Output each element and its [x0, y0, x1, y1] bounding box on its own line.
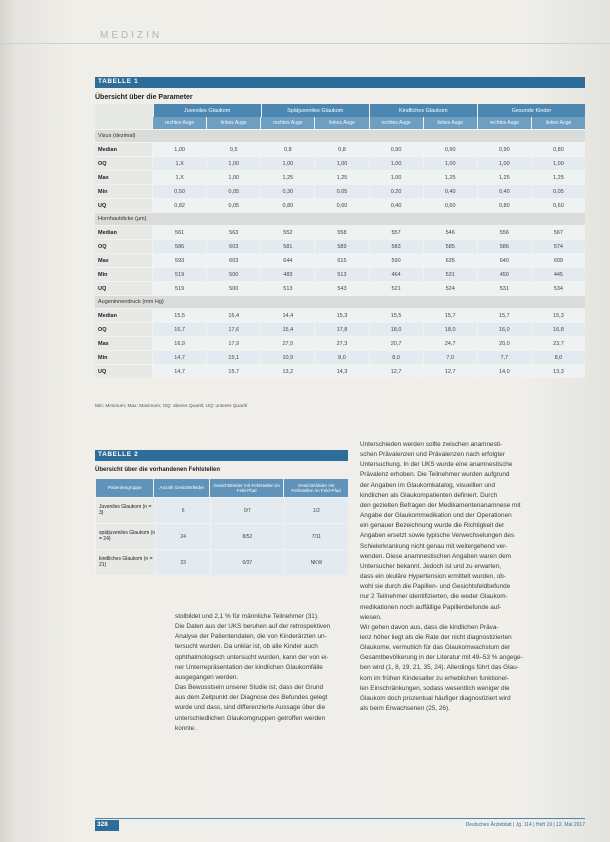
text-line: Untersuchung. In der UKS wurde eine anamnestische: [360, 461, 513, 469]
value-cell: 0,40: [423, 185, 477, 198]
value-cell: 1,X: [152, 157, 206, 170]
group-header: Juveniles Glaukom: [153, 104, 261, 117]
value-cell: 1,25: [260, 171, 314, 184]
table-row: [95, 225, 585, 239]
value-cell: 8,0: [314, 351, 368, 364]
footer-rule: [95, 818, 585, 819]
value-cell: 1,00: [369, 171, 423, 184]
value-cell: 531: [477, 282, 531, 295]
table-section-row: Hornhautdicke (µm): [95, 212, 585, 225]
value-cell: 640: [477, 254, 531, 267]
value-cell: 483: [260, 268, 314, 281]
value-cell: 1,00: [260, 157, 314, 170]
value-cell: 1,00: [531, 157, 585, 170]
row-label: Min: [95, 185, 152, 198]
table1-body: [95, 129, 585, 378]
table-row: [95, 350, 585, 364]
text-line: aus dem Zeitpunkt der Diagnose des Befundes gelegt: [175, 694, 328, 702]
value-cell: 23: [155, 550, 209, 575]
value-cell: 500: [206, 282, 260, 295]
header-rule: [0, 43, 610, 44]
value-cell: 0,80: [260, 199, 314, 212]
row-label: Median: [95, 226, 152, 239]
eye-header: linkes Auge: [423, 117, 477, 129]
value-cell: 574: [531, 240, 585, 253]
value-cell: 556: [477, 226, 531, 239]
table-row: [95, 322, 585, 336]
text-line: ein genauer Bezeichnung wurde die Richtigkeit der: [360, 522, 505, 530]
group-cell: kindliches Glaukom (n = 21): [95, 550, 155, 575]
value-cell: 513: [260, 282, 314, 295]
value-cell: 590: [369, 254, 423, 267]
value-cell: 1,00: [152, 143, 206, 156]
value-cell: 0,80: [531, 143, 585, 156]
value-cell: 1,25: [314, 171, 368, 184]
value-cell: 603: [206, 254, 260, 267]
row-label: Median: [95, 143, 152, 156]
table-row: [95, 497, 348, 523]
value-cell: NKW: [284, 550, 348, 575]
table1-footnote: Min: Minimum; Max: Maximum; OQ: oberes Quartil; UQ: unteres Quartil: [95, 404, 247, 409]
text-line: schen Prävalenzen und Prävalenzen nach erfolgter: [360, 451, 505, 459]
value-cell: 644: [260, 254, 314, 267]
group-header-row: [95, 104, 585, 117]
text-line: len Einschränkungen, sodass wesentlich weniger die: [360, 684, 510, 692]
row-label: OQ: [95, 323, 152, 336]
value-cell: 15,1: [206, 351, 260, 364]
row-label: Max: [95, 171, 152, 184]
group-cell: spätjuveniles Glaukom (n = 24): [95, 524, 155, 549]
text-line: kom im frühen Kindesalter zu erheblichen funktionel-: [360, 674, 509, 682]
page-number: 328: [97, 821, 108, 828]
text-line: Die Daten aus der UKS beruhen auf der retrospektiven: [175, 623, 331, 631]
value-cell: 10,9: [260, 351, 314, 364]
value-cell: 0/37: [210, 550, 284, 575]
value-cell: 16,4: [206, 309, 260, 322]
value-cell: 0,80: [477, 199, 531, 212]
value-cell: 593: [152, 254, 206, 267]
row-label: Min: [95, 268, 152, 281]
value-cell: 0,20: [369, 185, 423, 198]
value-cell: 450: [477, 268, 531, 281]
value-cell: 0,60: [314, 199, 368, 212]
text-line: ausgegangen werden.: [175, 673, 239, 681]
table1-label-bar: [95, 77, 585, 88]
value-cell: 14,0: [477, 365, 531, 378]
defects-table: [95, 479, 348, 575]
text-line: Untersucher bekannt. Jedoch ist und zu erwarten,: [360, 562, 502, 570]
value-cell: 609: [531, 254, 585, 267]
value-cell: 0,5: [206, 143, 260, 156]
table1-title: Übersicht über die Parameter: [95, 94, 193, 101]
value-cell: 581: [260, 240, 314, 253]
value-cell: 1,25: [531, 171, 585, 184]
table2-header: Anzahl Gesichtsfelder: [153, 479, 209, 497]
eye-header: linkes Auge: [531, 117, 585, 129]
value-cell: 0/7: [210, 498, 284, 523]
value-cell: 1,00: [206, 171, 260, 184]
text-line: ben wird (1, 8, 19, 21, 35, 24). Allerdings führt das Glau-: [360, 664, 519, 672]
value-cell: 14,7: [152, 351, 206, 364]
text-line: Prävalenz erhoben. Die Teilnehmer wurden aufgrund: [360, 471, 510, 479]
value-cell: 521: [369, 282, 423, 295]
value-cell: 12,7: [369, 365, 423, 378]
journal-reference: Deutsches Ärzteblatt | Jg. 114 | Heft 19 | 12. Mai 2017: [465, 822, 585, 828]
text-line: Analyse der Patientendaten, die von Kinderärzten un-: [175, 633, 327, 641]
value-cell: 635: [423, 254, 477, 267]
value-cell: 0,60: [531, 199, 585, 212]
value-cell: 561: [152, 226, 206, 239]
text-line: Wir gehen davon aus, dass die kindlichen Präva-: [360, 623, 499, 631]
value-cell: 1/2: [284, 498, 348, 523]
eye-header: rechtes Auge: [369, 117, 423, 129]
value-cell: 13,2: [260, 365, 314, 378]
value-cell: 24: [155, 524, 209, 549]
group-cell: Juveniles Glaukom (n = 3): [95, 498, 155, 523]
value-cell: 534: [531, 282, 585, 295]
text-line: Das Bewusstsein unserer Studie ist, dass der Grund: [175, 684, 324, 692]
value-cell: 15,3: [314, 309, 368, 322]
value-cell: 1,00: [423, 157, 477, 170]
value-cell: 1,00: [477, 157, 531, 170]
table-row: [95, 281, 585, 295]
value-cell: 27,3: [314, 337, 368, 350]
row-label: Median: [95, 309, 152, 322]
value-cell: 8,0: [369, 351, 423, 364]
value-cell: 18,0: [423, 323, 477, 336]
value-cell: 0,50: [152, 185, 206, 198]
value-cell: 0,05: [314, 185, 368, 198]
value-cell: 15,5: [152, 309, 206, 322]
value-cell: 603: [206, 240, 260, 253]
value-cell: 524: [423, 282, 477, 295]
text-line: Angabe der Glaukommedikation und der Operationen: [360, 512, 512, 520]
text-line: Gesamtbevölkerung in der Literatur mit 49–53 % angege-: [360, 654, 523, 662]
row-label: UQ: [95, 365, 152, 378]
table-row: [95, 156, 585, 170]
table2-header: Gesichtsfelder mit Fehlstellen im Feld-Pfad: [283, 479, 348, 497]
value-cell: 543: [314, 282, 368, 295]
text-line: unterschiedlichen Glaukomgruppen getroffen werden: [175, 714, 326, 722]
value-cell: 557: [369, 226, 423, 239]
row-label: UQ: [95, 282, 152, 295]
value-cell: 445: [531, 268, 585, 281]
value-cell: 15,7: [206, 365, 260, 378]
eye-header: rechtes Auge: [477, 117, 531, 129]
table-row: [95, 239, 585, 253]
text-line: stolbildet und 2,1 % für männliche Teilnehmer (31).: [175, 613, 319, 620]
value-cell: 567: [531, 226, 585, 239]
value-cell: 16,9: [152, 337, 206, 350]
value-cell: 16,0: [477, 323, 531, 336]
table-row: [95, 523, 348, 549]
value-cell: 7,0: [423, 351, 477, 364]
value-cell: 0,90: [423, 143, 477, 156]
value-cell: 464: [369, 268, 423, 281]
group-header: Kindliches Glaukom: [369, 104, 477, 117]
table1-label: TABELLE 1: [98, 78, 139, 85]
table-row: [95, 267, 585, 281]
table2-label: TABELLE 2: [98, 451, 139, 458]
text-line: medikationen noch auffällige Papillenbefunde auf-: [360, 603, 502, 611]
table2-header: Patientengruppe: [95, 479, 153, 497]
value-cell: 0,90: [477, 143, 531, 156]
text-line: ophthalmologisch untersucht wurden, kann der von ei-: [175, 653, 329, 661]
value-cell: 6: [155, 498, 209, 523]
table2-title: Übersicht über die vorhandenen Fehlstellen: [95, 467, 221, 473]
text-line: Unterschieden werden sollte zwischen anamnesti-: [360, 441, 503, 448]
value-cell: 513: [314, 268, 368, 281]
text-line: dass ein okuläre Hypertension ermittelt wurden, ob-: [360, 573, 506, 581]
table-row: [95, 170, 585, 184]
eye-header: rechtes Auge: [260, 117, 314, 129]
value-cell: 20,0: [477, 337, 531, 350]
value-cell: 15,7: [477, 309, 531, 322]
value-cell: 0,05: [206, 185, 260, 198]
value-cell: 8/52: [210, 524, 284, 549]
text-line: tersucht wurden. Da unklar ist, ob alle Kinder auch: [175, 643, 318, 651]
value-cell: 552: [260, 226, 314, 239]
value-cell: 0,8: [260, 143, 314, 156]
text-line: kindlichen als Glaukompatienten definiert. Durch: [360, 491, 498, 499]
value-cell: 16,7: [152, 323, 206, 336]
eye-header-row: [95, 117, 585, 129]
value-cell: 0,40: [369, 199, 423, 212]
table-section-row: Augeninnendruck (mm Hg): [95, 295, 585, 308]
table-row: [95, 308, 585, 322]
table-row: [95, 142, 585, 156]
value-cell: 15,4: [260, 323, 314, 336]
group-header: Spätjuveniles Glaukom: [261, 104, 369, 117]
value-cell: 0,82: [152, 199, 206, 212]
value-cell: 519: [152, 282, 206, 295]
text-line: der Angaben im Glaukomkatalog, visuelllen und: [360, 481, 495, 489]
value-cell: 0,05: [206, 199, 260, 212]
body-text-left: [175, 612, 350, 734]
eye-header: linkes Auge: [314, 117, 368, 129]
value-cell: 14,4: [260, 309, 314, 322]
row-label: Max: [95, 337, 152, 350]
text-line: Glaukome, vermutlich für das Glaukomwachstum der: [360, 644, 511, 652]
value-cell: 16,8: [531, 323, 585, 336]
text-line: konnte.: [175, 724, 196, 732]
text-line: lenz höher liegt als die Rate der nicht diagnostizierten: [360, 633, 512, 641]
value-cell: 583: [369, 240, 423, 253]
value-cell: 0,05: [531, 185, 585, 198]
value-cell: 586: [152, 240, 206, 253]
value-cell: 531: [423, 268, 477, 281]
value-cell: 15,7: [423, 309, 477, 322]
value-cell: 0,30: [260, 185, 314, 198]
table2-header: Gesichtsfelder mit Fehlstellen im Feld-Pfad: [209, 479, 283, 497]
value-cell: 1,00: [369, 157, 423, 170]
table-row: [95, 184, 585, 198]
value-cell: 1,00: [314, 157, 368, 170]
value-cell: 13,3: [531, 365, 585, 378]
text-line: den gezielten Befragen der Medikamentenanamnese mit: [360, 501, 521, 509]
section-label: MEDIZIN: [100, 30, 163, 41]
value-cell: 0,60: [423, 199, 477, 212]
value-cell: 500: [206, 268, 260, 281]
table-row: [95, 253, 585, 267]
text-line: ner Unterrepräsentation der kindlichen Glaukomfälle: [175, 663, 323, 671]
table-row: [95, 549, 348, 575]
table2-header-row: [95, 479, 348, 497]
value-cell: 558: [314, 226, 368, 239]
value-cell: 519: [152, 268, 206, 281]
value-cell: 12,7: [423, 365, 477, 378]
value-cell: 8,0: [531, 351, 585, 364]
value-cell: 0,40: [477, 185, 531, 198]
value-cell: 24,7: [423, 337, 477, 350]
text-line: wurde und dass, sind differenzierte Aussage über die: [175, 704, 326, 712]
text-line: nur 2 Teilnehmer identifizierten, die weder Glaukom-: [360, 593, 508, 601]
value-cell: 15,5: [369, 309, 423, 322]
value-cell: 589: [314, 240, 368, 253]
value-cell: 17,8: [314, 323, 368, 336]
row-label: OQ: [95, 240, 152, 253]
text-line: wiesen.: [360, 613, 382, 621]
value-cell: 17,6: [206, 323, 260, 336]
value-cell: 615: [314, 254, 368, 267]
value-cell: 563: [206, 226, 260, 239]
table-row: [95, 336, 585, 350]
eye-header: linkes Auge: [206, 117, 260, 129]
value-cell: 0,90: [369, 143, 423, 156]
parameter-table: [95, 104, 585, 378]
value-cell: 14,7: [152, 365, 206, 378]
text-line: Angaben ersetzt sowie typische Verwechselungen des: [360, 532, 515, 540]
value-cell: 27,0: [260, 337, 314, 350]
body-text-right: [360, 440, 585, 714]
page-edge-shadow: [0, 0, 18, 842]
row-label: UQ: [95, 199, 152, 212]
value-cell: 17,9: [206, 337, 260, 350]
row-label: Max: [95, 254, 152, 267]
text-line: wenden. Diese anamnestischen Angaben waren dem: [360, 552, 511, 560]
value-cell: 585: [423, 240, 477, 253]
value-cell: 586: [477, 240, 531, 253]
table-row: [95, 198, 585, 212]
value-cell: 7/11: [284, 524, 348, 549]
table-row: [95, 364, 585, 378]
value-cell: 23,7: [531, 337, 585, 350]
value-cell: 18,0: [369, 323, 423, 336]
value-cell: 15,3: [531, 309, 585, 322]
row-label: Min: [95, 351, 152, 364]
value-cell: 1,25: [423, 171, 477, 184]
group-header: Gesunde Kinder: [477, 104, 585, 117]
value-cell: 546: [423, 226, 477, 239]
row-label: OQ: [95, 157, 152, 170]
text-line: Glaukom doch prozentual häufiger diagnostiziert wird: [360, 694, 511, 702]
eye-header: rechtes Auge: [152, 117, 206, 129]
text-line: Schielerkrankung nicht genau mit weitergehend ver-: [360, 542, 508, 550]
value-cell: 14,3: [314, 365, 368, 378]
text-line: als beim Erwachsenen (25, 26).: [360, 705, 450, 713]
table-section-row: Visus (dezimal): [95, 129, 585, 142]
text-line: wohl sie durch die Papillen- und Gesichtsfeldbefunde: [360, 583, 511, 591]
value-cell: 20,7: [369, 337, 423, 350]
value-cell: 1,25: [477, 171, 531, 184]
value-cell: 1,00: [206, 157, 260, 170]
value-cell: 7,7: [477, 351, 531, 364]
value-cell: 1,X: [152, 171, 206, 184]
value-cell: 0,8: [314, 143, 368, 156]
